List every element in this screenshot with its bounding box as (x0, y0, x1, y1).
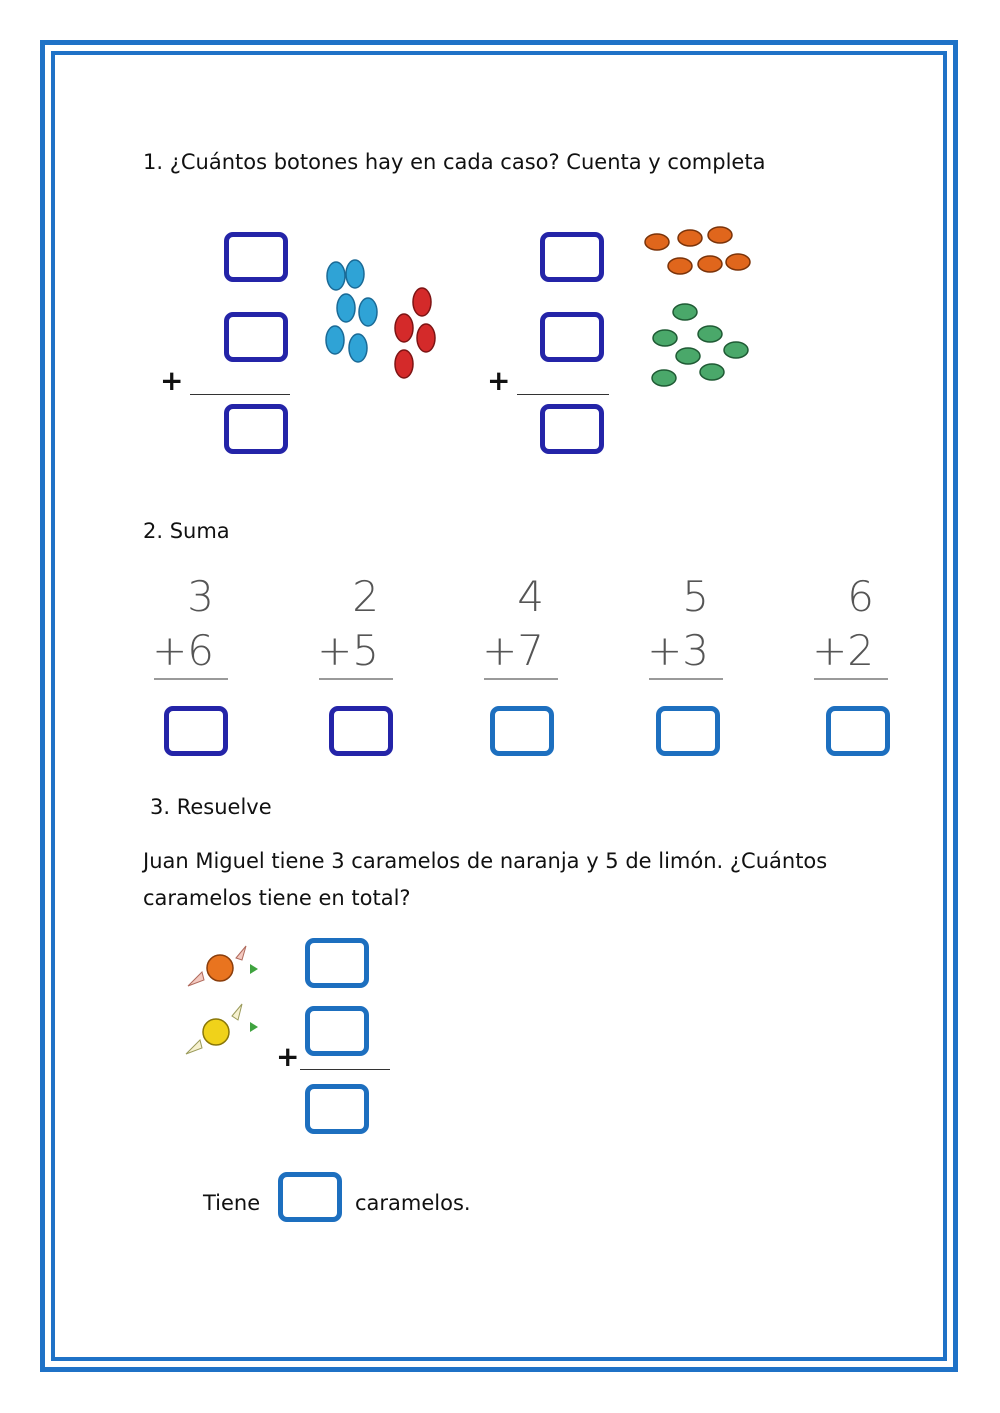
sum-line (814, 678, 888, 680)
red-button (417, 324, 435, 352)
buttons-blue-red-image (318, 252, 440, 392)
answer-box-final[interactable] (278, 1172, 342, 1222)
answer-box-2b[interactable] (540, 312, 604, 362)
green-button (698, 326, 722, 342)
addend-top: 6 (847, 572, 874, 621)
green-button (724, 342, 748, 358)
answer-prefix: Tiene (203, 1191, 261, 1215)
answer-box[interactable] (490, 706, 554, 756)
blue-button (359, 298, 377, 326)
answer-box[interactable] (329, 706, 393, 756)
blue-button (349, 334, 367, 362)
sum-line (517, 394, 609, 395)
answer-box[interactable] (656, 706, 720, 756)
answer-box-2c[interactable] (540, 404, 604, 454)
answer-box-2a[interactable] (540, 232, 604, 282)
orange-button (668, 258, 692, 274)
plus-sign: + (487, 364, 511, 397)
green-button (653, 330, 677, 346)
addend-top: 4 (517, 572, 544, 621)
sum-line (300, 1069, 390, 1070)
sum-line (154, 678, 228, 680)
plus-sign: + (276, 1040, 300, 1073)
sum-line (649, 678, 723, 680)
blue-button (327, 262, 345, 290)
sum-line (484, 678, 558, 680)
addend-bottom: +3 (647, 626, 709, 675)
sum-line (319, 678, 393, 680)
answer-suffix: caramelos. (355, 1191, 471, 1215)
green-button (673, 304, 697, 320)
orange-button (645, 234, 669, 250)
answer-box-1c[interactable] (224, 404, 288, 454)
yellow-candy-icon (186, 1004, 258, 1054)
answer-box-candy-orange[interactable] (305, 938, 369, 988)
problem-text-line-1: Juan Miguel tiene 3 caramelos de naranja y 5 de limón. ¿Cuántos (143, 849, 828, 873)
answer-box-candy-total[interactable] (305, 1084, 369, 1134)
answer-box-1a[interactable] (224, 232, 288, 282)
sum-line (190, 394, 290, 395)
blue-button (337, 294, 355, 322)
orange-button (678, 230, 702, 246)
green-button (652, 370, 676, 386)
buttons-orange-green-image (640, 222, 755, 397)
red-button (413, 288, 431, 316)
addend-bottom: +6 (152, 626, 214, 675)
blue-button (346, 260, 364, 288)
orange-button (726, 254, 750, 270)
orange-button (698, 256, 722, 272)
problem-text-line-2: caramelos tiene en total? (143, 886, 411, 910)
addend-bottom: +7 (482, 626, 544, 675)
question-2-title: 2. Suma (143, 519, 230, 543)
blue-button (326, 326, 344, 354)
plus-sign: + (160, 364, 184, 397)
answer-box[interactable] (826, 706, 890, 756)
red-button (395, 350, 413, 378)
green-button (700, 364, 724, 380)
addend-bottom: +2 (812, 626, 874, 675)
answer-box-1b[interactable] (224, 312, 288, 362)
addend-top: 5 (682, 572, 709, 621)
addend-top: 3 (187, 572, 214, 621)
answer-box-candy-yellow[interactable] (305, 1006, 369, 1056)
answer-box[interactable] (164, 706, 228, 756)
question-3-title: 3. Resuelve (150, 795, 272, 819)
orange-button (708, 227, 732, 243)
addend-bottom: +5 (317, 626, 379, 675)
green-button (676, 348, 700, 364)
red-button (395, 314, 413, 342)
candies-image (180, 936, 270, 1071)
question-1-title: 1. ¿Cuántos botones hay en cada caso? Cuenta y completa (143, 150, 766, 174)
addend-top: 2 (352, 572, 379, 621)
orange-candy-icon (188, 946, 258, 986)
